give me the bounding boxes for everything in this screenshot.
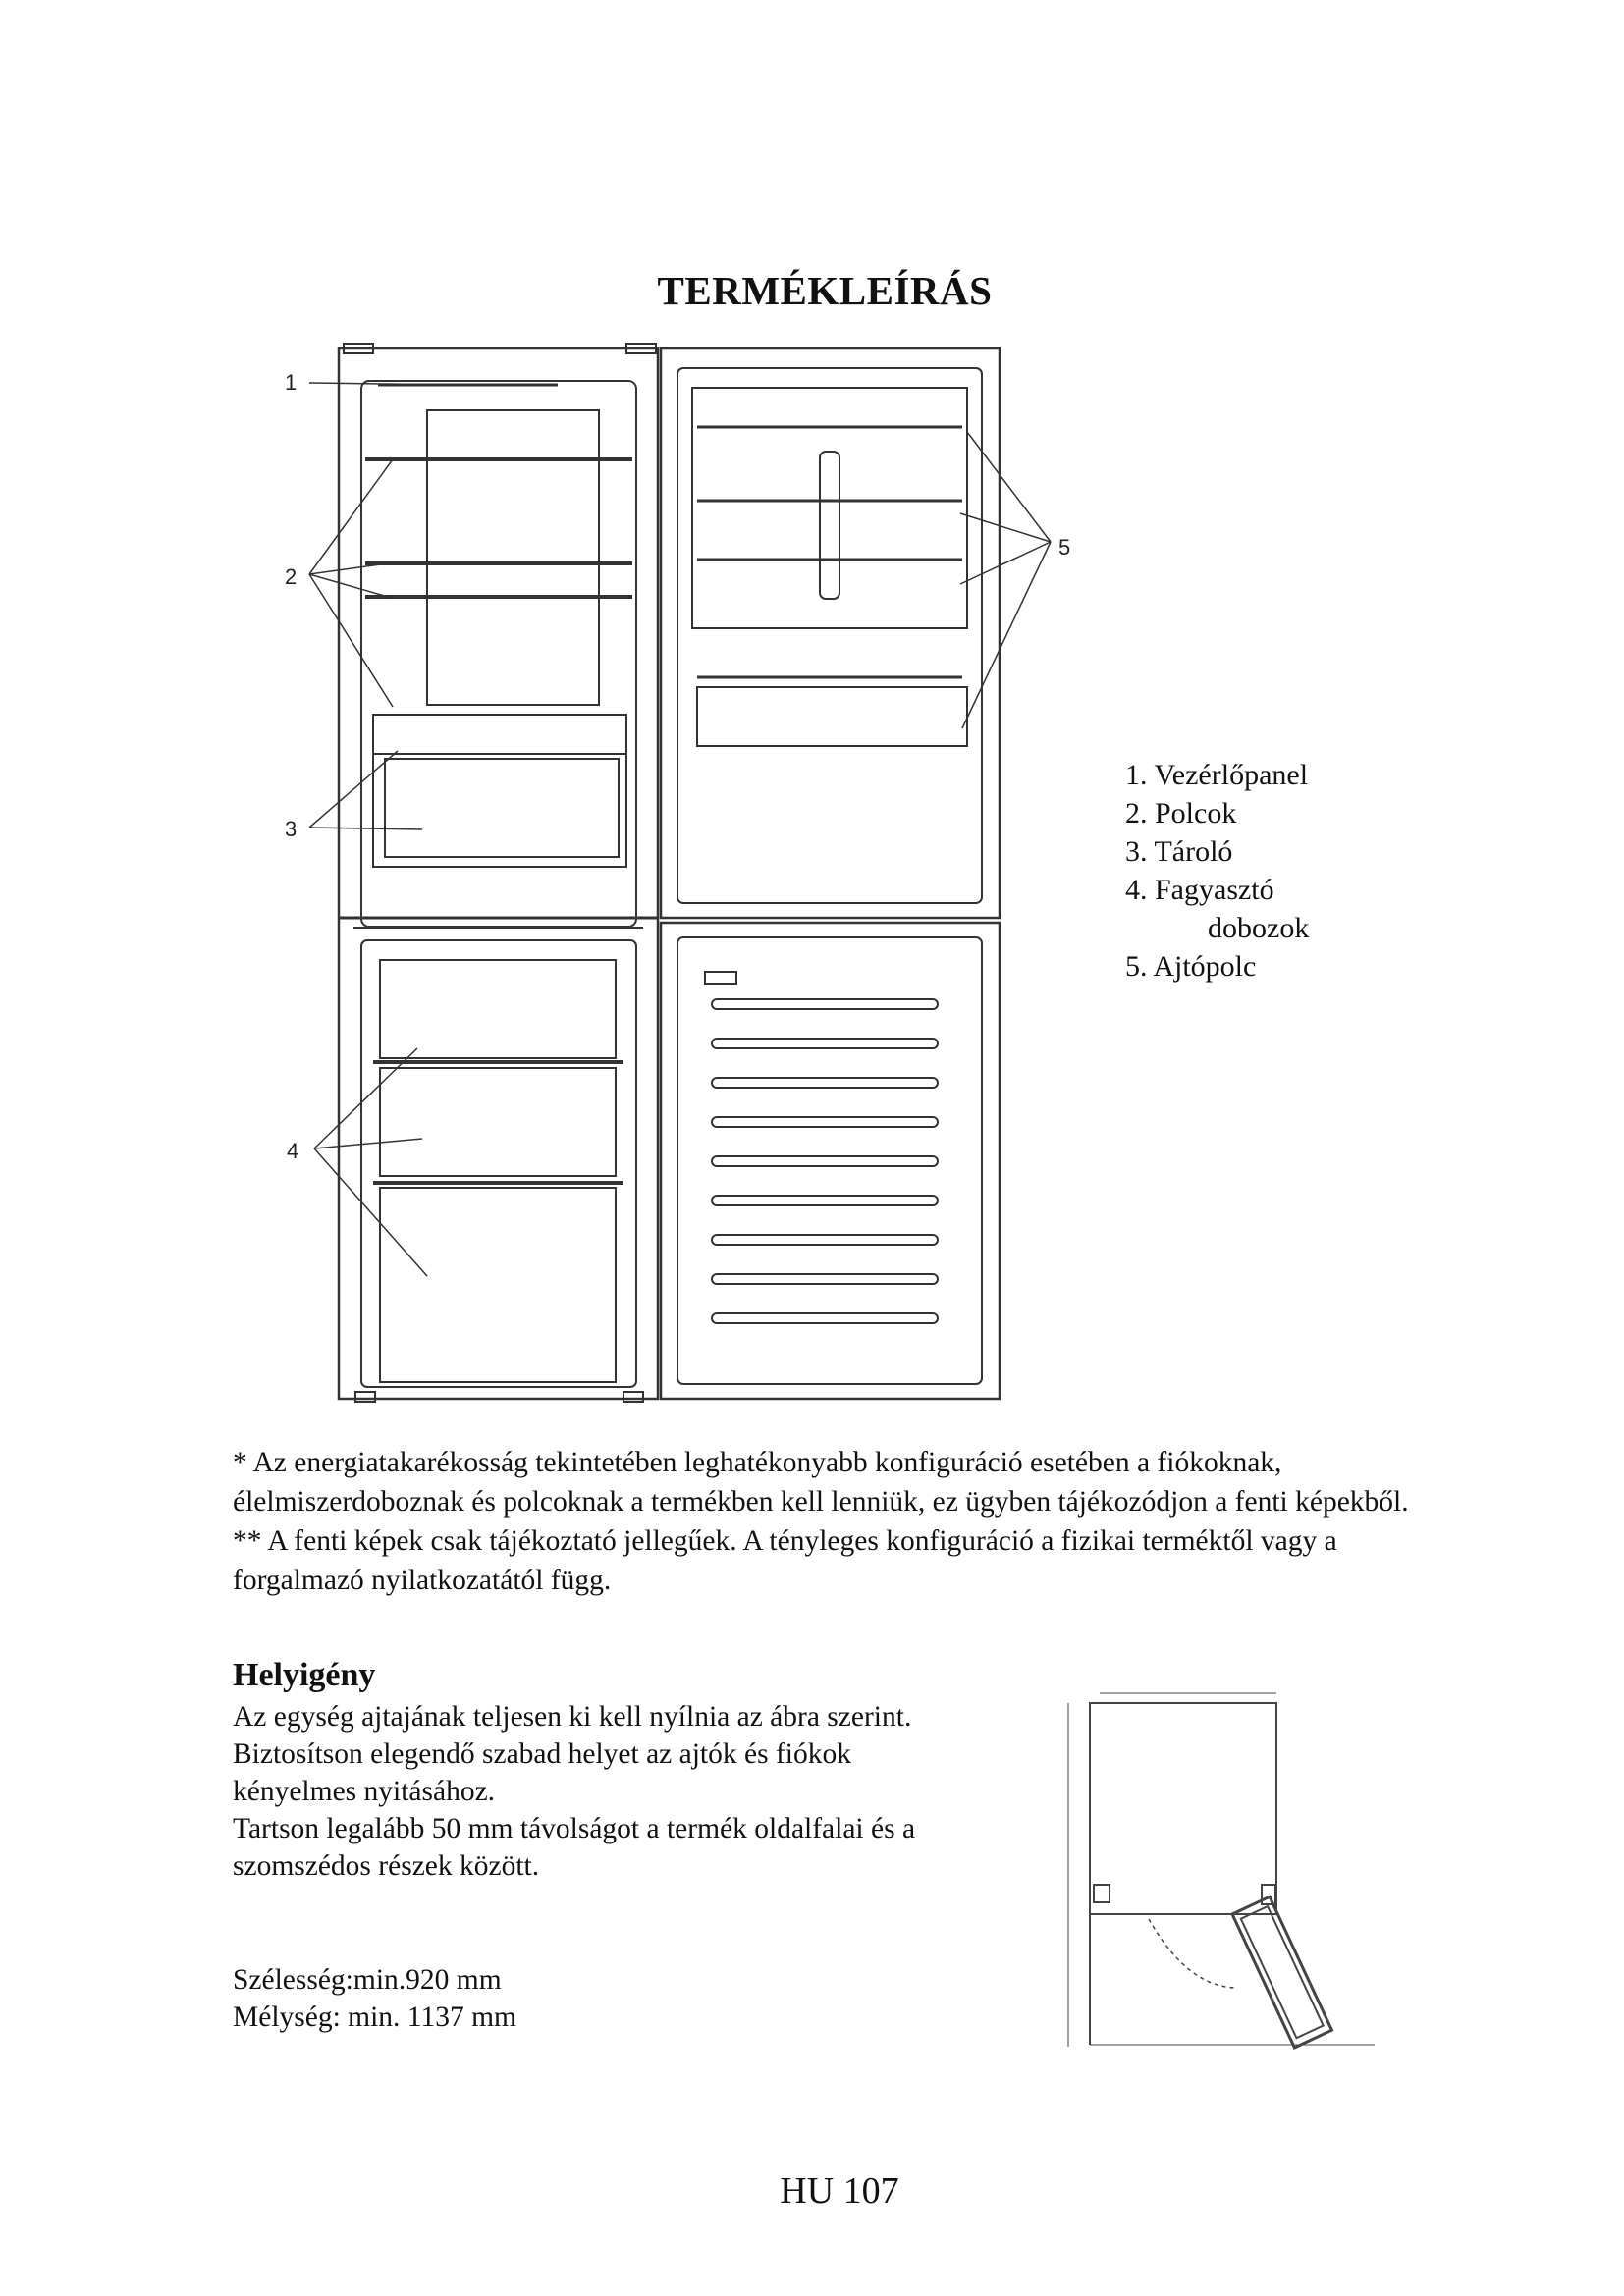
page-title: TERMÉKLEÍRÁS <box>657 268 993 313</box>
parts-legend <box>1125 756 1309 986</box>
dimensions <box>233 1961 516 2036</box>
cabinet-open-interior <box>339 344 658 1402</box>
installation-diagram <box>1041 1664 1394 2061</box>
note-images: ** A fenti képek csak tájékoztató jellegűek. A tényleges konfiguráció a fizikai terméktől vagy a forgalmazó nyilatkozatától függ. <box>233 1525 1337 1596</box>
callout-5: 5 <box>1058 535 1071 560</box>
legend-item: 3. Tároló <box>1125 835 1233 868</box>
width-requirement: Szélesség:min.920 mm <box>233 1964 502 1996</box>
callout-3: 3 <box>285 817 298 841</box>
space-text <box>233 1698 979 1885</box>
space-line-1: Az egység ajtajának teljesen ki kell nyílnia az ábra szerint. Biztosítson elegendő szabad helyet az ajtók és fiókok kényelmes nyitásához. <box>233 1701 912 1807</box>
notes <box>233 1443 1450 1600</box>
legend-item: 5. Ajtópolc <box>1125 950 1257 983</box>
legend-item: 1. Vezérlőpanel <box>1125 759 1309 791</box>
callout-1: 1 <box>285 370 298 395</box>
legend-item: 4. Fagyasztó <box>1125 874 1274 906</box>
callout-2: 2 <box>285 564 298 589</box>
freezer-door <box>661 923 1000 1399</box>
note-energy: * Az energiatakarékosság tekintetében leghatékonyabb konfiguráció esetében a fiókoknak, élelmiszerdoboznak és polcoknak a termékben kell lenniük, ez ügyben tájékozódjon a fenti képekből. <box>233 1447 1409 1518</box>
section-heading: Helyigény <box>233 1657 376 1693</box>
fridge-door <box>661 348 1000 918</box>
legend-item: dobozok <box>1208 912 1310 944</box>
space-line-2: Tartson legalább 50 mm távolságot a termék oldalfalai és a szomszédos részek között. <box>233 1813 916 1882</box>
page-number: HU 107 <box>780 2170 899 2212</box>
legend-item: 2. Polcok <box>1125 797 1237 829</box>
depth-requirement: Mélység: min. 1137 mm <box>233 2002 516 2033</box>
callout-4: 4 <box>287 1139 299 1163</box>
fridge-diagram <box>275 334 1080 1418</box>
